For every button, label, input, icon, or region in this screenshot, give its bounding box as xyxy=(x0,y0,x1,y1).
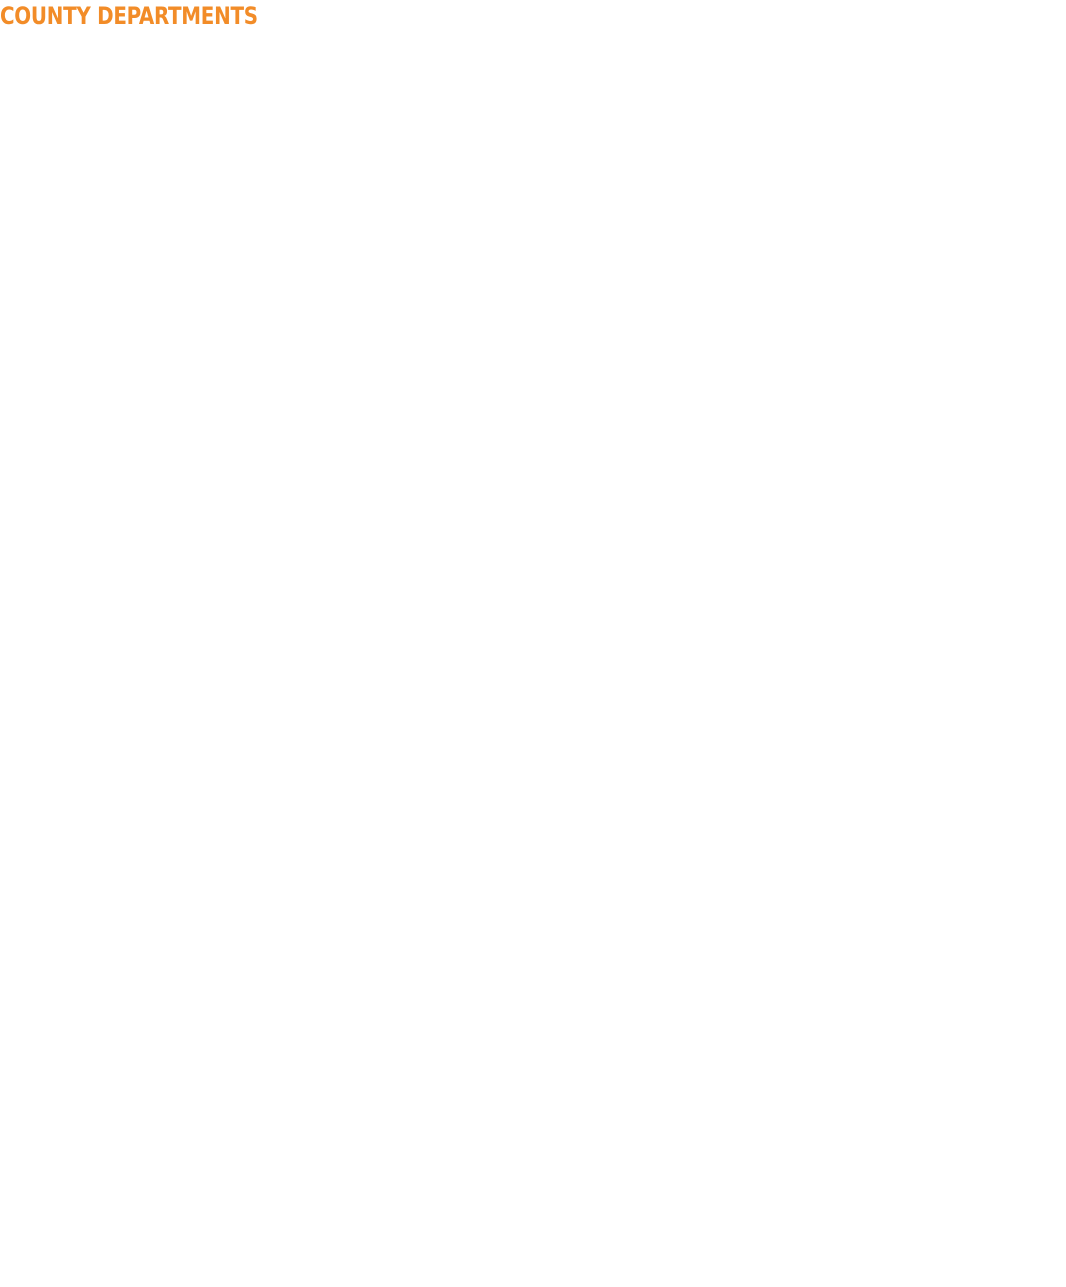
departments-content-area xyxy=(0,40,1066,1287)
section-heading: COUNTY DEPARTMENTS xyxy=(0,2,258,30)
